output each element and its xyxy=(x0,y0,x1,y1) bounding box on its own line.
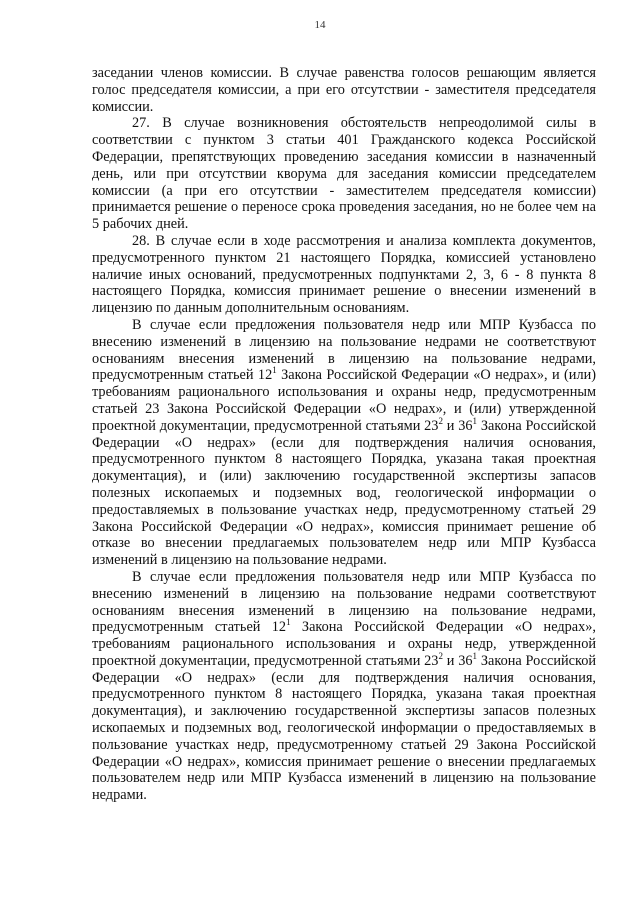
superscript: 1 xyxy=(472,415,478,426)
superscript: 2 xyxy=(438,651,443,662)
text-run: 27. В случае возникновения обстоятельств непреодолимой силы в соответствии с пунктом 3 статьи 401 Гражданского кодекса Российской Федерации, препятствующих проведению заседания комиссии в назначенный день, или при отсутствии кворума для заседания комиссии председателем комиссии (а при его отсутствии - заместителем председателя комиссии) принимается решение о переносе срока проведения заседания, но не более чем на 5 рабочих дней. xyxy=(92,115,596,233)
paragraph-refusal-decision xyxy=(92,317,596,569)
text-run: Закона Российской Федерации «О недрах», требованиям рационального использования и охраны недр, утвержденной проектной документации, предусмотренной статьями 23 xyxy=(92,619,596,669)
superscript: 2 xyxy=(438,415,443,426)
text-run: и 36 xyxy=(442,652,473,669)
paragraph-approval-decision xyxy=(92,569,596,804)
text-run: и 36 xyxy=(442,417,473,434)
paragraph-28 xyxy=(92,233,596,317)
paragraph-27 xyxy=(92,115,596,233)
text-run: Закона Российской Федерации «О недрах» (если для подтверждения наличия основания, предусмотренного пунктом 8 настоящего Порядка, указана такая проектная документация), и (или) заключению государственной экспертизы запасов полезных ископаемых и подземных вод, геологической информации о предоставляемых в пользование участках недр, предусмотренному статьей 29 Закона Российской Федерации «О недрах», комиссия принимает решение об отказе во внесении предлагаемых пользователем недр или МПР Кузбасса изменений в лицензию на пользование недрами. xyxy=(92,417,596,569)
superscript: 1 xyxy=(286,617,291,628)
superscript: 1 xyxy=(472,651,478,662)
text-run: В случае если предложения пользователя недр или МПР Кузбасса по внесению изменений в лицензию на пользование недрами не соответствуют основаниям внесения изменений в лицензию на пользование недрами, предусмотренным статьей 12 xyxy=(92,316,596,384)
text-run: В случае если предложения пользователя недр или МПР Кузбасса по внесению изменений в лицензию на пользование недрами соответствуют основаниям внесения изменений в лицензию на пользование недрами, предусмотренным статьей 12 xyxy=(92,568,596,636)
superscript: 1 xyxy=(272,365,277,376)
text-run: 28. В случае если в ходе рассмотрения и анализа комплекта документов, предусмотренного пунктом 21 настоящего Порядка, комиссией установлено наличие иных оснований, предусмотренных подпунктами 2, 3, 6 - 8 пункта 8 настоящего Порядка, комиссия принимает решение о внесении изменений в лицензию по данным дополнительным основаниям. xyxy=(92,232,596,317)
paragraph-continuation xyxy=(92,65,596,115)
text-run: Закона Российской Федерации «О недрах», и (или) требованиям рационального использования и охраны недр, предусмотренным статьей 23 Закона Российской Федерации «О недрах», и (или) утвержденной проектной документации, предусмотренной статьями 23 xyxy=(92,367,596,434)
page-number: 14 xyxy=(314,19,326,31)
document-body xyxy=(92,65,596,804)
text-run: заседании членов комиссии. В случае равенства голосов решающим является голос председателя комиссии, а при его отсутствии - заместителя председателя комиссии. xyxy=(92,65,596,115)
text-run: Закона Российской Федерации «О недрах» (если для подтверждения наличия основания, предусмотренного пунктом 8 настоящего Порядка, указана такая проектная документация), и заключению государственной экспертизы запасов полезных ископаемых и подземных вод, геологической информации о предоставляемых в пользование участках недр, предусмотренному статьей 29 Закона Российской Федерации «О недрах», комиссия принимает решение о внесении предлагаемых пользователем недр или МПР Кузбасса изменений в лицензию на пользование недрами. xyxy=(92,652,596,804)
